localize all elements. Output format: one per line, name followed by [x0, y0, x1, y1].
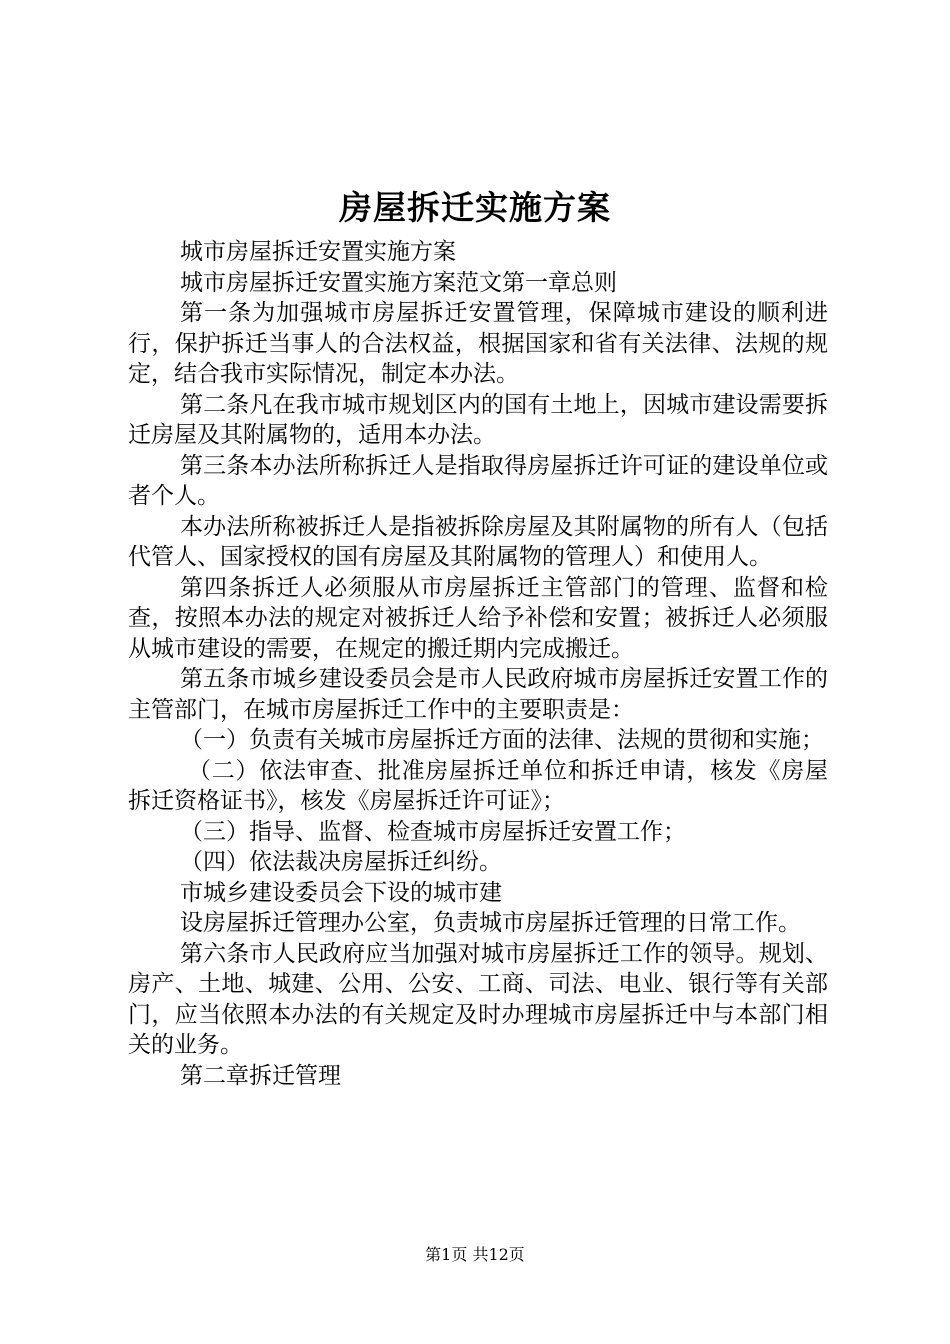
- paragraph: 第六条市人民政府应当加强对城市房屋拆迁工作的领导。规划、房产、土地、城建、公用、公安、工商、司法、电业、银行等有关部门，应当依照本办法的有关规定及时办理城市房屋拆迁中与本部门相关的业务。: [128, 940, 828, 1058]
- paragraph: 市城乡建设委员会下设的城市建: [180, 879, 502, 906]
- document-title: 房屋拆迁实施方案: [339, 188, 611, 227]
- paragraph: （三）指导、监督、检查城市房屋拆迁安置工作；: [180, 818, 686, 845]
- paragraph: 第二条凡在我市城市规划区内的国有土地上，因城市建设需要拆迁房屋及其附属物的，适用本办法。: [128, 391, 828, 448]
- paragraph: 第四条拆迁人必须服从市房屋拆迁主管部门的管理、监督和检查，按照本办法的规定对被拆迁人给予补偿和安置；被拆迁人必须服从城市建设的需要，在规定的搬迁期内完成搬迁。: [128, 574, 828, 662]
- paragraph: 第五条市城乡建设委员会是市人民政府城市房屋拆迁安置工作的主管部门，在城市房屋拆迁工作中的主要职责是：: [128, 666, 828, 723]
- paragraph: 本办法所称被拆迁人是指被拆除房屋及其附属物的所有人（包括代管人、国家授权的国有房屋及其附属物的管理人）和使用人。: [128, 513, 828, 570]
- paragraph: 第三条本办法所称拆迁人是指取得房屋拆迁许可证的建设单位或者个人。: [128, 452, 828, 509]
- paragraph: 设房屋拆迁管理办公室，负责城市房屋拆迁管理的日常工作。: [180, 910, 801, 936]
- paragraph: 第二章拆迁管理: [180, 1062, 341, 1089]
- paragraph: 第一条为加强城市房屋拆迁安置管理，保障城市建设的顺利进行，保护拆迁当事人的合法权益，根据国家和省有关法律、法规的规定，结合我市实际情况，制定本办法。: [128, 300, 828, 387]
- paragraph: （二）依法审查、批准房屋拆迁单位和拆迁申请，核发《房屋拆迁资格证书》，核发《房屋拆迁许可证》；: [128, 757, 828, 814]
- page-footer: 第1页 共12页: [425, 1245, 525, 1264]
- paragraph: （一）负责有关城市房屋拆迁方面的法律、法规的贯彻和实施；: [180, 727, 824, 753]
- paragraph: 城市房屋拆迁安置实施方案范文第一章总则: [180, 269, 617, 296]
- paragraph: （四）依法裁决房屋拆迁纠纷。: [180, 849, 502, 875]
- document-body: [128, 237, 828, 1091]
- paragraph: 城市房屋拆迁安置实施方案: [180, 239, 456, 265]
